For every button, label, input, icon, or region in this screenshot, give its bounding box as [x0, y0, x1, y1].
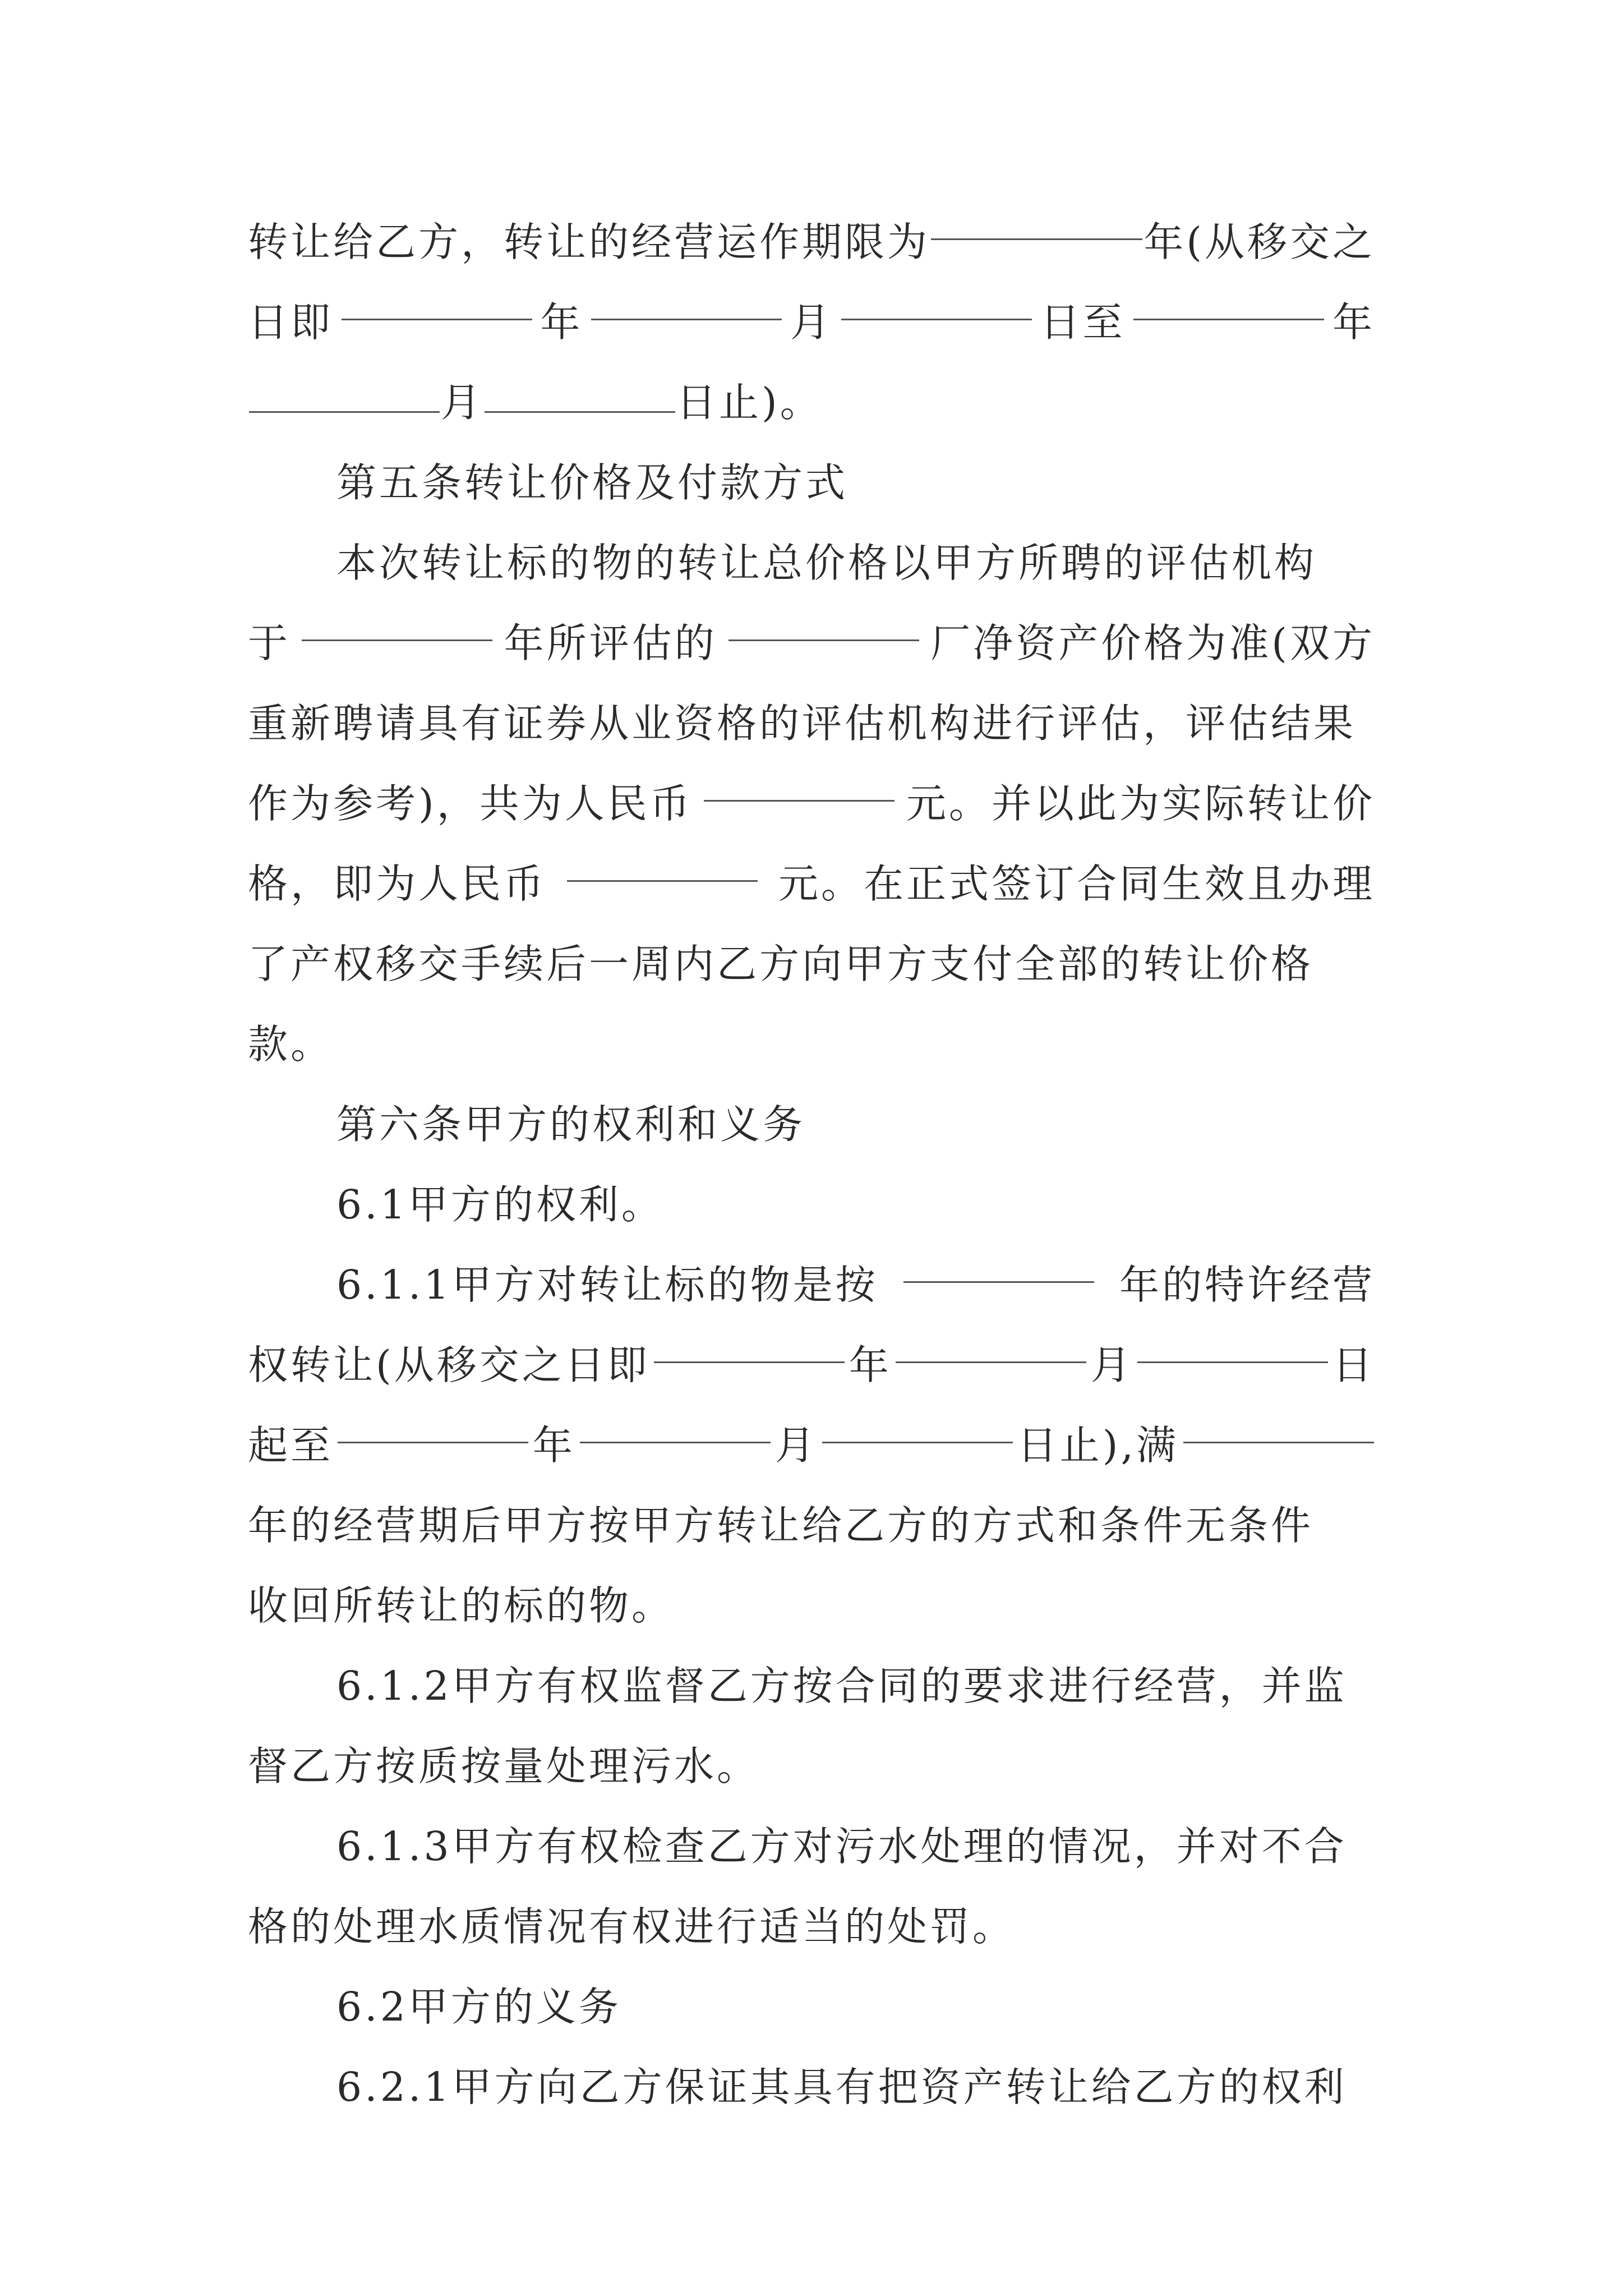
- blank-field: [485, 411, 675, 413]
- text-line: [248, 1245, 1375, 1325]
- text-segment: 月: [790, 299, 833, 346]
- text-segment: 格，即为人民币: [248, 861, 547, 907]
- text-segment: 月: [774, 1422, 818, 1469]
- paragraph-line: 6.1.2甲方有权监督乙方按合同的要求进行经营，并监: [336, 1663, 1347, 1709]
- paragraph-line: 6.1.3甲方有权检查乙方对污水处理的情况，并对不合: [336, 1823, 1347, 1870]
- subsection-heading: 6.1甲方的权利。: [336, 1181, 664, 1228]
- paragraph-line: 督乙方按质按量处理污水。: [248, 1743, 760, 1789]
- paragraph-line: 了产权移交手续后一周内乙方向甲方支付全部的转让价格: [248, 941, 1314, 987]
- text-segment: 元。在正式签订合同生效且办理: [778, 861, 1375, 907]
- text-segment: 年的特许经营: [1119, 1262, 1375, 1308]
- text-segment: 年: [1332, 299, 1375, 346]
- text-segment: 日止),满: [1017, 1422, 1179, 1469]
- text-line: [248, 763, 1375, 844]
- text-segment: 年(从移交之: [1144, 219, 1375, 265]
- blank-field: [1183, 1441, 1374, 1443]
- text-line: [248, 1325, 1375, 1405]
- text-segment: 转让给乙方，转让的经营运作期限为: [248, 219, 930, 265]
- text-segment: 月: [1090, 1342, 1133, 1388]
- text-segment: 6.1.1甲方对转让标的物是按: [336, 1262, 878, 1308]
- blank-field: [580, 1441, 771, 1443]
- text-segment: 作为参考)，共为人民币: [248, 780, 693, 827]
- paragraph-line: 年的经营期后甲方按甲方转让给乙方的方式和条件无条件: [248, 1502, 1314, 1549]
- paragraph-line: 6.2.1甲方向乙方保证其具有把资产转让给乙方的权利: [336, 2064, 1347, 2110]
- blank-field: [903, 1281, 1094, 1283]
- text-segment: 厂净资产价格为准(双方: [930, 620, 1375, 666]
- text-segment: 年: [540, 299, 583, 346]
- text-segment: 月: [441, 379, 484, 426]
- blank-field: [302, 639, 492, 641]
- section-heading: 第六条甲方的权利和义务: [336, 1101, 806, 1148]
- section-heading: 第五条转让价格及付款方式: [336, 459, 849, 506]
- blank-field: [896, 1361, 1086, 1363]
- text-segment: 日: [1332, 1342, 1375, 1388]
- blank-field: [704, 799, 895, 802]
- text-line: [248, 603, 1375, 683]
- text-line: [248, 844, 1375, 924]
- blank-field: [342, 318, 532, 320]
- text-line: [248, 362, 1375, 443]
- text-segment: 日止)。: [676, 379, 823, 426]
- paragraph-line: 款。: [248, 1021, 334, 1068]
- blank-field: [591, 318, 782, 320]
- blank-field: [1133, 318, 1324, 320]
- text-segment: 于: [248, 620, 291, 666]
- text-line: [248, 282, 1375, 362]
- blank-field: [728, 639, 919, 641]
- blank-field: [931, 238, 1142, 240]
- blank-field: [338, 1441, 528, 1443]
- text-segment: 日至: [1040, 299, 1126, 346]
- blank-field: [249, 411, 440, 413]
- text-segment: 年: [849, 1342, 892, 1388]
- blank-field: [822, 1441, 1013, 1443]
- paragraph-line: 格的处理水质情况有权进行适当的处罚。: [248, 1903, 1016, 1950]
- subsection-heading: 6.2甲方的义务: [336, 1984, 621, 2030]
- text-segment: 元。并以此为实际转让价: [906, 780, 1375, 827]
- text-line: [248, 1405, 1375, 1485]
- paragraph-line: 重新聘请具有证券从业资格的评估机构进行评估，评估结果: [248, 700, 1357, 747]
- blank-field: [1137, 1361, 1328, 1363]
- blank-field: [654, 1361, 845, 1363]
- text-segment: 权转让(从移交之日即: [248, 1342, 650, 1388]
- blank-field: [841, 318, 1032, 320]
- paragraph-line: 收回所转让的标的物。: [248, 1582, 675, 1629]
- paragraph-line: 本次转让标的物的转让总价格以甲方所聘的评估机构: [336, 540, 1317, 586]
- text-segment: 日即: [248, 299, 334, 346]
- text-segment: 年所评估的: [504, 620, 717, 666]
- text-segment: 年: [532, 1422, 575, 1469]
- text-segment: 起至: [248, 1422, 334, 1469]
- blank-field: [567, 880, 758, 882]
- document-page: [248, 202, 1375, 2127]
- text-line: [248, 202, 1375, 282]
